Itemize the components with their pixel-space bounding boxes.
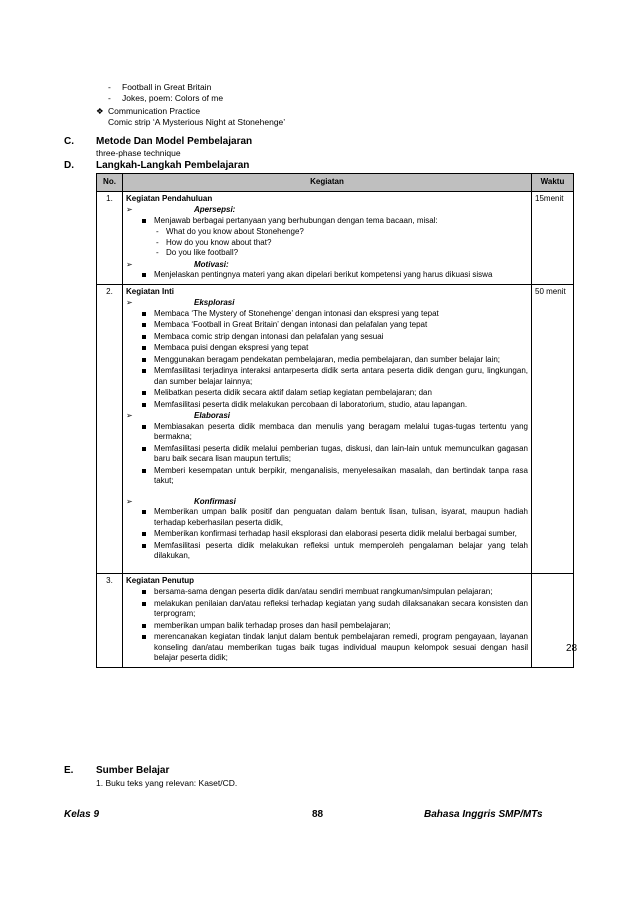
question-item: - Do you like football? bbox=[156, 248, 528, 259]
table-header-row bbox=[97, 174, 574, 192]
section-e-content: 1. Buku teks yang relevan: Kaset/CD. bbox=[96, 778, 238, 788]
list-item: Membaca comic strip dengan intonasi dan pelafalan yang sesuai bbox=[142, 332, 528, 343]
dash-item: - Football in Great Britain bbox=[108, 82, 212, 92]
row-time: 50 menit bbox=[532, 284, 574, 573]
arrow-bullet-icon: ➢ bbox=[126, 259, 133, 269]
row-content bbox=[123, 573, 532, 667]
list-item: memberikan umpan balik terhadap proses dan hasil pembelajaran; bbox=[142, 621, 528, 632]
motivasi-title: Motivasi: bbox=[194, 259, 229, 269]
arrow-bullet-icon: ➢ bbox=[126, 496, 133, 506]
elaborasi-title: Elaborasi bbox=[194, 411, 231, 420]
list-item: Memfasilitasi peserta didik melakukan refleksi untuk memperoleh pengalaman belajar yang telah dilakukan, bbox=[142, 541, 528, 562]
question-item: - What do you know about Stonehenge? bbox=[156, 227, 528, 238]
dash-item: - Jokes, poem: Colors of me bbox=[108, 93, 224, 103]
footer-right: Bahasa Inggris SMP/MTs bbox=[424, 809, 543, 820]
margin-page-number: 28 bbox=[566, 643, 578, 654]
list-item: Membiasakan peserta didik membaca dan menulis yang beragam melalui tugas-tugas tertentu yang bermakna; bbox=[142, 422, 528, 443]
list-item: Membaca puisi dengan ekspresi yang tepat bbox=[142, 343, 528, 354]
konfirmasi-title: Konfirmasi bbox=[194, 496, 236, 506]
list-item: Menjelaskan pentingnya materi yang akan dipelari berikut kompetensi yang harus dikuasi siswa bbox=[142, 270, 528, 281]
section-c-content: three-phase technique bbox=[96, 148, 181, 158]
arrow-bullet-icon: ➢ bbox=[126, 411, 133, 420]
section-e-letter: E. bbox=[64, 765, 74, 776]
list-item: bersama-sama dengan peserta didik dan/atau sendiri membuat rangkuman/simpulan pelajaran; bbox=[142, 587, 528, 598]
list-item: Membaca ‘Football in Great Britain’ dengan intonasi dan pelafalan yang tepat bbox=[142, 320, 528, 331]
top-list bbox=[108, 82, 223, 104]
list-item: Membaca ‘The Mystery of Stonehenge’ dengan intonasi dan ekspresi yang tepat bbox=[142, 309, 528, 320]
table-row bbox=[97, 284, 574, 573]
list-item: Menggunakan beragam pendekatan pembelajaran, media pembelajaran, dan sumber belajar lain; bbox=[142, 355, 528, 366]
section-c-letter: C. bbox=[64, 136, 74, 147]
row-number: 2. bbox=[97, 284, 123, 573]
arrow-bullet-icon: ➢ bbox=[126, 205, 133, 214]
row-number: 3. bbox=[97, 573, 123, 667]
header-kegiatan: Kegiatan bbox=[123, 174, 532, 192]
learning-steps-table bbox=[96, 173, 574, 668]
arrow-bullet-icon: ➢ bbox=[126, 298, 133, 307]
row-title: Kegiatan Penutup bbox=[126, 575, 195, 585]
header-no: No. bbox=[97, 174, 123, 192]
list-item: melakukan penilaian dan/atau refleksi terhadap kegiatan yang sudah dilaksanakan secara konsisten dan terprogram; bbox=[142, 599, 528, 620]
section-d-letter: D. bbox=[64, 160, 74, 171]
eksplorasi-title: Eksplorasi bbox=[194, 298, 235, 307]
list-item: Memberikan umpan balik positif dan penguatan dalam bentuk lisan, tulisan, isyarat, maupun hadiah terhadap keberhasilan peserta didik, bbox=[142, 507, 528, 528]
list-item: Memfasilitasi peserta didik melalui pemberian tugas, diskusi, dan lain-lain untuk memunculkan gagasan baru baik secara lisan maupun tertulis; bbox=[142, 444, 528, 465]
list-item: Melibatkan peserta didik secara aktif dalam setiap kegiatan pembelajaran; dan bbox=[142, 388, 528, 399]
row-title: Kegiatan Inti bbox=[126, 286, 175, 296]
list-item: Menjawab berbagai pertanyaan yang berhubungan dengan tema bacaan, misal: bbox=[142, 216, 528, 227]
list-item: Memberikan konfirmasi terhadap hasil eksplorasi dan elaborasi peserta didik melalui berbagai sumber, bbox=[142, 529, 528, 540]
row-number: 1. bbox=[97, 191, 123, 284]
list-item: Memfasilitasi peserta didik melakukan percobaan di laboratorium, studio, atau lapangan. bbox=[142, 400, 528, 411]
row-title: Kegiatan Pendahuluan bbox=[126, 193, 213, 203]
list-item: Memfasilitasi terjadinya interaksi antarpeserta didik serta antara peserta didik dengan guru, lingkungan, dan sumber belajar lainnya; bbox=[142, 366, 528, 387]
row-content bbox=[123, 191, 532, 284]
row-content bbox=[123, 284, 532, 573]
footer-page-number: 88 bbox=[312, 809, 324, 820]
section-c-title: Metode Dan Model Pembelajaran bbox=[96, 136, 253, 147]
question-item: - How do you know about that? bbox=[156, 238, 528, 249]
table-row bbox=[97, 191, 574, 284]
row-time: 15menit bbox=[532, 191, 574, 284]
table-row bbox=[97, 573, 574, 667]
apersepsi-title: Apersepsi: bbox=[194, 205, 236, 214]
header-waktu: Waktu bbox=[532, 174, 574, 192]
list-item: merencanakan kegiatan tindak lanjut dalam bentuk pembelajaran remedi, program pengayaan, layanan konseling dan/atau memberikan tugas baik tugas individual maupun kelompok sesuai dengan hasil belajar peserta didik; bbox=[142, 632, 528, 664]
list-item: Memberi kesempatan untuk berpikir, menganalisis, menyelesaikan masalah, dan bertindak tanpa rasa takut; bbox=[142, 466, 528, 487]
diamond-bullet-icon: ❖ bbox=[96, 106, 104, 116]
communication-practice: ❖ Communication Practice Comic strip ‘A Mysterious Night at Stonehenge’ bbox=[96, 106, 286, 127]
section-e-title: Sumber Belajar bbox=[96, 765, 170, 776]
footer-left: Kelas 9 bbox=[64, 809, 100, 820]
section-d-title: Langkah-Langkah Pembelajaran bbox=[96, 160, 250, 171]
